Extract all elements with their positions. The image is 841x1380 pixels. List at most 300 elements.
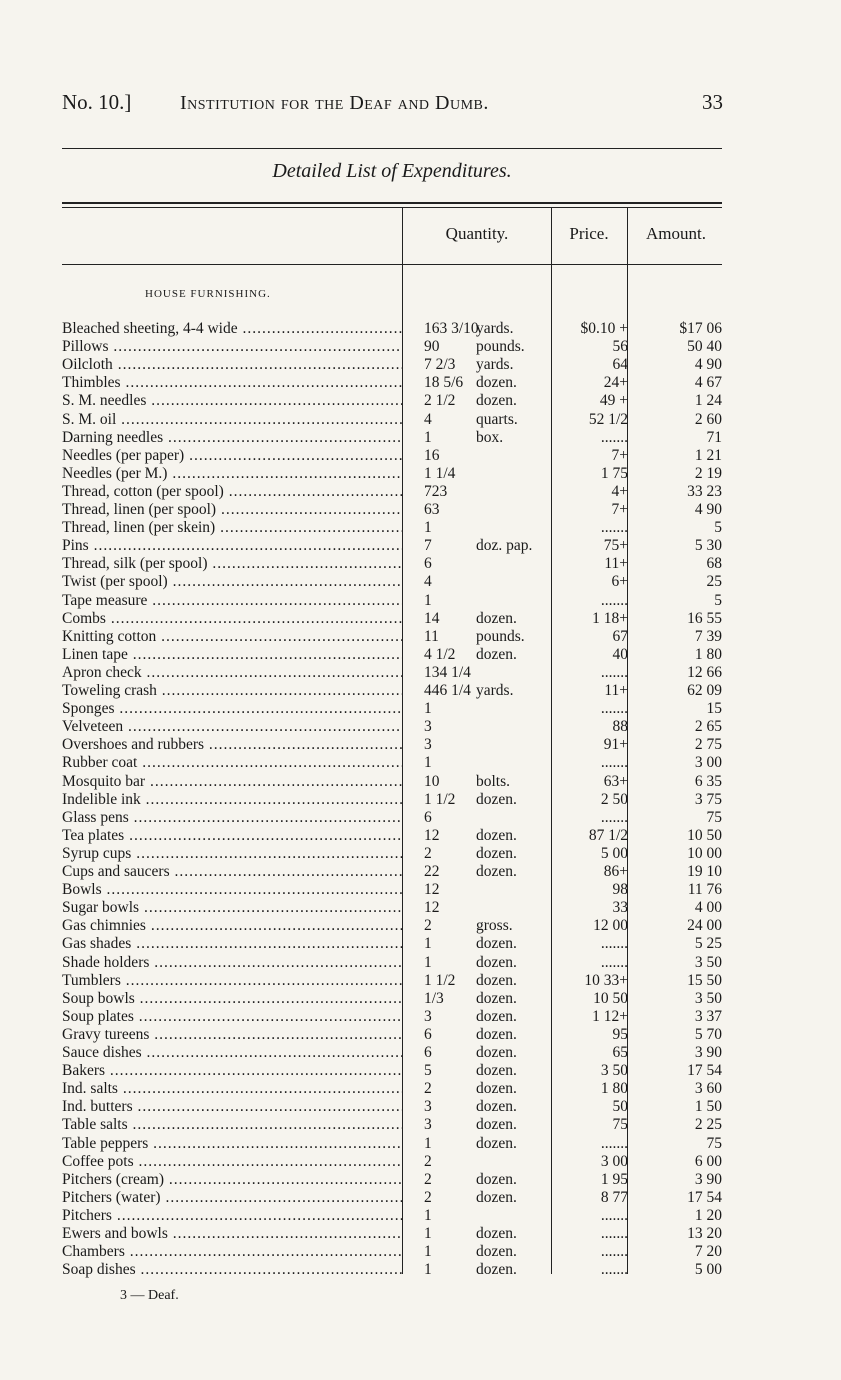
item-name: Thread, linen (per skein) ..... bbox=[62, 519, 402, 537]
item-name: Gravy tureens ..... bbox=[62, 1026, 402, 1044]
item-quantity: 4 bbox=[424, 573, 432, 591]
item-quantity: 2 bbox=[424, 1170, 432, 1188]
item-name: Tape measure ..... bbox=[62, 592, 402, 610]
item-quantity: 163 3/10 bbox=[424, 320, 479, 337]
item-price: 75+ bbox=[603, 537, 628, 555]
table-row bbox=[0, 628, 841, 646]
item-amount: 12 66 bbox=[687, 663, 722, 681]
column-header-amount: Amount. bbox=[646, 224, 706, 243]
table-row bbox=[0, 646, 841, 664]
table-row bbox=[0, 809, 841, 827]
item-quantity: 6 bbox=[424, 555, 432, 573]
item-name: Mosquito bar ..... bbox=[62, 773, 402, 791]
item-amount: 5 00 bbox=[694, 1261, 722, 1279]
item-price: ....... bbox=[600, 953, 628, 971]
item-price: 24+ bbox=[603, 374, 628, 392]
item-name: Oilcloth ..... bbox=[62, 356, 402, 374]
item-name: S. M. needles ..... bbox=[62, 392, 402, 410]
item-amount: 17 54 bbox=[687, 1188, 722, 1206]
item-name: Table peppers ..... bbox=[62, 1135, 402, 1153]
table-row bbox=[0, 537, 841, 555]
item-quantity: 1 bbox=[424, 754, 432, 772]
document-number: No. 10.] bbox=[62, 90, 132, 114]
item-price: 56 bbox=[612, 338, 628, 356]
table-row bbox=[0, 320, 841, 338]
item-quantity: 4 bbox=[424, 410, 432, 428]
item-quantity: 1 1/2 bbox=[424, 971, 456, 989]
item-unit: dozen. bbox=[476, 609, 517, 627]
item-amount: 3 60 bbox=[694, 1080, 722, 1098]
item-unit: pounds. bbox=[476, 338, 525, 356]
table-row bbox=[0, 555, 841, 573]
item-unit: dozen. bbox=[476, 1080, 517, 1098]
item-quantity: 18 5/6 bbox=[424, 374, 464, 392]
item-amount: 3 90 bbox=[694, 1170, 722, 1188]
table-row bbox=[0, 1207, 841, 1225]
item-amount: 19 10 bbox=[687, 863, 722, 880]
item-quantity: 1 bbox=[424, 953, 432, 971]
item-amount: 15 bbox=[706, 700, 722, 718]
item-name: Darning needles ..... bbox=[62, 429, 402, 447]
item-unit: dozen. bbox=[476, 1044, 517, 1061]
table-row bbox=[0, 1080, 841, 1098]
item-amount: 68 bbox=[706, 555, 722, 573]
item-unit: pounds. bbox=[476, 627, 525, 645]
item-quantity: 1 bbox=[424, 700, 432, 718]
item-name: Soap dishes ..... bbox=[62, 1261, 402, 1279]
item-price: 65 bbox=[612, 1044, 628, 1061]
item-amount: 75 bbox=[706, 808, 722, 826]
table-row bbox=[0, 483, 841, 501]
item-amount: 3 37 bbox=[694, 1007, 722, 1025]
item-quantity: 12 bbox=[424, 899, 440, 917]
item-amount: 3 00 bbox=[694, 754, 722, 772]
item-amount: 5 70 bbox=[694, 1025, 722, 1043]
item-price: ....... bbox=[600, 519, 628, 537]
item-price: 3 00 bbox=[600, 1152, 628, 1170]
item-price: ....... bbox=[600, 1206, 628, 1224]
item-quantity: 1 bbox=[424, 935, 432, 953]
item-quantity: 12 bbox=[424, 826, 440, 844]
item-amount: 3 90 bbox=[694, 1044, 722, 1061]
table-row bbox=[0, 954, 841, 972]
table-row bbox=[0, 827, 841, 845]
item-name: Needles (per paper) ..... bbox=[62, 447, 402, 465]
table-row bbox=[0, 411, 841, 429]
item-name: Linen tape ..... bbox=[62, 646, 402, 664]
item-quantity: 1/3 bbox=[424, 989, 444, 1007]
table-row bbox=[0, 1008, 841, 1026]
item-name: Indelible ink ..... bbox=[62, 791, 402, 809]
item-price: ....... bbox=[600, 1243, 628, 1261]
item-quantity: 3 bbox=[424, 1098, 432, 1116]
item-amount: 5 bbox=[714, 591, 722, 609]
item-price: 1 12+ bbox=[592, 1007, 628, 1025]
table-row bbox=[0, 972, 841, 990]
item-price: 88 bbox=[612, 718, 628, 736]
item-quantity: 2 bbox=[424, 844, 432, 862]
item-quantity: 134 1/4 bbox=[424, 663, 471, 681]
item-quantity: 90 bbox=[424, 338, 440, 356]
item-price: 98 bbox=[612, 881, 628, 899]
item-quantity: 7 bbox=[424, 537, 432, 555]
item-unit: dozen. bbox=[476, 1116, 517, 1134]
item-quantity: 3 bbox=[424, 736, 432, 754]
item-unit: dozen. bbox=[476, 1098, 517, 1116]
table-row bbox=[0, 356, 841, 374]
table-row bbox=[0, 1243, 841, 1261]
item-quantity: 446 1/4 bbox=[424, 682, 471, 699]
table-row bbox=[0, 592, 841, 610]
item-name: Gas chimnies ..... bbox=[62, 917, 402, 935]
item-name: Toweling crash ..... bbox=[62, 682, 402, 700]
item-price: 95 bbox=[612, 1025, 628, 1043]
item-unit: dozen. bbox=[476, 790, 517, 808]
header-bottom-rule bbox=[62, 264, 722, 265]
item-name: Knitting cotton ..... bbox=[62, 628, 402, 646]
item-quantity: 1 1/4 bbox=[424, 464, 456, 482]
item-amount: 6 35 bbox=[694, 772, 722, 790]
item-name: Soup bowls ..... bbox=[62, 990, 402, 1008]
item-quantity: 1 bbox=[424, 591, 432, 609]
item-name: Needles (per M.) ..... bbox=[62, 465, 402, 483]
item-amount: 25 bbox=[706, 573, 722, 591]
item-quantity: 14 bbox=[424, 609, 440, 627]
running-title: Institution for the Deaf and Dumb. bbox=[180, 92, 489, 114]
item-name: Ind. butters ..... bbox=[62, 1098, 402, 1116]
item-quantity: 2 bbox=[424, 1080, 432, 1098]
item-quantity: 1 bbox=[424, 1225, 432, 1242]
section-title: HOUSE FURNISHING. bbox=[145, 288, 271, 300]
table-row bbox=[0, 1026, 841, 1044]
item-price: 11+ bbox=[604, 682, 628, 699]
table-row bbox=[0, 338, 841, 356]
signature-mark: 3 — Deaf. bbox=[120, 1288, 179, 1303]
item-name: Coffee pots ..... bbox=[62, 1153, 402, 1171]
item-name: Thread, silk (per spool) ..... bbox=[62, 555, 402, 573]
item-name: S. M. oil ..... bbox=[62, 411, 402, 429]
table-row bbox=[0, 863, 841, 881]
item-price: 10 50 bbox=[593, 989, 628, 1007]
item-amount: 15 50 bbox=[687, 971, 722, 989]
item-name: Chambers ..... bbox=[62, 1243, 402, 1261]
item-price: 3 50 bbox=[600, 1062, 628, 1080]
item-amount: 2 65 bbox=[694, 718, 722, 736]
item-name: Table salts ..... bbox=[62, 1116, 402, 1134]
item-price: 1 75 bbox=[600, 464, 628, 482]
item-unit: dozen. bbox=[476, 374, 517, 392]
item-quantity: 1 bbox=[424, 519, 432, 537]
item-amount: 7 20 bbox=[694, 1243, 722, 1261]
item-quantity: 3 bbox=[424, 1007, 432, 1025]
item-quantity: 3 bbox=[424, 718, 432, 736]
item-name: Pillows ..... bbox=[62, 338, 402, 356]
item-price: 91+ bbox=[603, 736, 628, 754]
item-price: 1 18+ bbox=[592, 609, 628, 627]
item-name: Pitchers (water) ..... bbox=[62, 1189, 402, 1207]
item-price: ....... bbox=[600, 700, 628, 718]
page-number: 33 bbox=[702, 90, 723, 114]
item-quantity: 2 bbox=[424, 1188, 432, 1206]
item-quantity: 12 bbox=[424, 881, 440, 899]
item-amount: 5 bbox=[714, 519, 722, 537]
item-name: Sauce dishes ..... bbox=[62, 1044, 402, 1062]
item-name: Syrup cups ..... bbox=[62, 845, 402, 863]
item-name: Bowls ..... bbox=[62, 881, 402, 899]
column-header-price: Price. bbox=[569, 224, 609, 243]
header-rule bbox=[62, 148, 722, 149]
item-name: Velveteen ..... bbox=[62, 718, 402, 736]
table-row bbox=[0, 899, 841, 917]
item-name: Pitchers ..... bbox=[62, 1207, 402, 1225]
table-row bbox=[0, 465, 841, 483]
page-header bbox=[62, 90, 723, 120]
item-unit: dozen. bbox=[476, 1134, 517, 1152]
item-quantity: 3 bbox=[424, 1116, 432, 1134]
item-price: 7+ bbox=[611, 446, 628, 464]
item-amount: 33 23 bbox=[687, 482, 722, 500]
item-price: 11+ bbox=[604, 555, 628, 573]
item-quantity: 1 bbox=[424, 428, 432, 446]
table-title: Detailed List of Expenditures. bbox=[272, 160, 512, 182]
item-quantity: 63 bbox=[424, 501, 440, 518]
item-unit: dozen. bbox=[476, 1007, 517, 1025]
item-amount: 5 30 bbox=[694, 537, 722, 555]
item-quantity: 4 1/2 bbox=[424, 645, 456, 663]
item-price: ....... bbox=[600, 1134, 628, 1152]
item-amount: 1 50 bbox=[694, 1098, 722, 1116]
table-row bbox=[0, 519, 841, 537]
table-row bbox=[0, 935, 841, 953]
table-row bbox=[0, 682, 841, 700]
table-row bbox=[0, 1225, 841, 1243]
item-price: 7+ bbox=[611, 501, 628, 518]
item-name: Tea plates ..... bbox=[62, 827, 402, 845]
table-row bbox=[0, 700, 841, 718]
item-quantity: 6 bbox=[424, 808, 432, 826]
item-amount: 10 00 bbox=[687, 844, 722, 862]
item-name: Overshoes and rubbers ..... bbox=[62, 736, 402, 754]
item-price: 2 50 bbox=[600, 790, 628, 808]
item-unit: yards. bbox=[476, 356, 514, 374]
item-name: Pitchers (cream) ..... bbox=[62, 1171, 402, 1189]
item-price: ....... bbox=[600, 754, 628, 772]
item-amount: 6 00 bbox=[694, 1152, 722, 1170]
table-row bbox=[0, 990, 841, 1008]
item-price: ....... bbox=[600, 663, 628, 681]
item-price: 1 95 bbox=[600, 1170, 628, 1188]
item-name: Shade holders ..... bbox=[62, 954, 402, 972]
table-row bbox=[0, 1261, 841, 1279]
item-quantity: 1 bbox=[424, 1261, 432, 1279]
table-row bbox=[0, 664, 841, 682]
item-quantity: 11 bbox=[424, 627, 439, 645]
item-name: Ind. salts ..... bbox=[62, 1080, 402, 1098]
item-amount: 13 20 bbox=[687, 1225, 722, 1242]
item-quantity: 723 bbox=[424, 482, 448, 500]
item-unit: box. bbox=[476, 428, 504, 446]
table-row bbox=[0, 718, 841, 736]
table-row bbox=[0, 610, 841, 628]
item-amount: 3 50 bbox=[694, 953, 722, 971]
item-amount: 1 20 bbox=[694, 1206, 722, 1224]
item-unit: dozen. bbox=[476, 1062, 517, 1080]
item-price: 8 77 bbox=[600, 1188, 628, 1206]
table-row bbox=[0, 1135, 841, 1153]
item-unit: bolts. bbox=[476, 772, 511, 790]
item-price: 75 bbox=[612, 1116, 628, 1134]
item-name: Thread, cotton (per spool) ..... bbox=[62, 483, 402, 501]
item-unit: dozen. bbox=[476, 863, 517, 880]
table-row bbox=[0, 374, 841, 392]
table-row bbox=[0, 1044, 841, 1062]
table-row bbox=[0, 791, 841, 809]
item-unit: dozen. bbox=[476, 392, 517, 410]
item-quantity: 1 bbox=[424, 1134, 432, 1152]
item-amount: 62 09 bbox=[687, 682, 722, 699]
item-amount: 7 39 bbox=[694, 627, 722, 645]
item-price: 50 bbox=[612, 1098, 628, 1116]
column-header-quantity: Quantity. bbox=[445, 224, 509, 243]
item-price: 63+ bbox=[603, 772, 628, 790]
item-unit: dozen. bbox=[476, 953, 517, 971]
item-unit: gross. bbox=[476, 917, 513, 935]
item-price: 12 00 bbox=[593, 917, 628, 935]
item-amount: 4 67 bbox=[694, 374, 722, 392]
table-top-rule bbox=[62, 202, 722, 204]
table-top-rule-inner bbox=[62, 207, 722, 208]
item-price: ....... bbox=[600, 1261, 628, 1279]
item-price: ....... bbox=[600, 428, 628, 446]
item-quantity: 2 1/2 bbox=[424, 392, 456, 410]
item-amount: 3 50 bbox=[694, 989, 722, 1007]
item-name: Thimbles ..... bbox=[62, 374, 402, 392]
item-unit: yards. bbox=[476, 320, 514, 337]
table-row bbox=[0, 392, 841, 410]
item-quantity: 2 bbox=[424, 917, 432, 935]
item-name: Sugar bowls ..... bbox=[62, 899, 402, 917]
item-quantity: 7 2/3 bbox=[424, 356, 456, 374]
item-unit: dozen. bbox=[476, 971, 517, 989]
item-unit: dozen. bbox=[476, 844, 517, 862]
item-price: 10 33+ bbox=[584, 971, 628, 989]
item-quantity: 10 bbox=[424, 772, 440, 790]
item-quantity: 1 bbox=[424, 1206, 432, 1224]
item-name: Cups and saucers ..... bbox=[62, 863, 402, 881]
item-quantity: 6 bbox=[424, 1044, 432, 1061]
item-name: Rubber coat ..... bbox=[62, 754, 402, 772]
item-price: $0.10 + bbox=[580, 320, 628, 337]
item-price: ....... bbox=[600, 591, 628, 609]
item-name: Gas shades ..... bbox=[62, 935, 402, 953]
item-amount: 11 76 bbox=[687, 881, 722, 899]
table-row bbox=[0, 1098, 841, 1116]
item-name: Combs ..... bbox=[62, 610, 402, 628]
item-price: ....... bbox=[600, 808, 628, 826]
item-amount: 4 00 bbox=[694, 899, 722, 917]
item-amount: 2 25 bbox=[694, 1116, 722, 1134]
item-name: Sponges ..... bbox=[62, 700, 402, 718]
item-amount: 50 40 bbox=[687, 338, 722, 356]
item-price: 86+ bbox=[603, 863, 628, 880]
item-unit: dozen. bbox=[476, 935, 517, 953]
table-row bbox=[0, 773, 841, 791]
table-row bbox=[0, 1153, 841, 1171]
table-row bbox=[0, 573, 841, 591]
table-row bbox=[0, 1116, 841, 1134]
item-name: Bakers ..... bbox=[62, 1062, 402, 1080]
item-unit: dozen. bbox=[476, 1243, 517, 1261]
item-unit: yards. bbox=[476, 682, 514, 699]
item-amount: 2 19 bbox=[694, 464, 722, 482]
item-price: 33 bbox=[612, 899, 628, 917]
table-row bbox=[0, 845, 841, 863]
table-row bbox=[0, 1189, 841, 1207]
table-row bbox=[0, 501, 841, 519]
table-row bbox=[0, 736, 841, 754]
item-unit: dozen. bbox=[476, 1025, 517, 1043]
item-unit: dozen. bbox=[476, 989, 517, 1007]
item-name: Glass pens ..... bbox=[62, 809, 402, 827]
item-quantity: 1 1/2 bbox=[424, 790, 456, 808]
item-amount: 24 00 bbox=[687, 917, 722, 935]
item-amount: 2 60 bbox=[694, 410, 722, 428]
item-name: Tumblers ..... bbox=[62, 972, 402, 990]
item-price: 49 + bbox=[599, 392, 628, 410]
item-price: 4+ bbox=[611, 482, 628, 500]
item-unit: dozen. bbox=[476, 645, 517, 663]
item-amount: 1 24 bbox=[694, 392, 722, 410]
item-amount: 1 80 bbox=[694, 645, 722, 663]
item-unit: doz. pap. bbox=[476, 537, 533, 555]
item-amount: 16 55 bbox=[687, 609, 722, 627]
item-name: Thread, linen (per spool) ..... bbox=[62, 501, 402, 519]
item-unit: dozen. bbox=[476, 1261, 517, 1279]
item-amount: 3 75 bbox=[694, 790, 722, 808]
item-amount: 2 75 bbox=[694, 736, 722, 754]
item-price: 6+ bbox=[611, 573, 628, 591]
item-quantity: 22 bbox=[424, 863, 440, 880]
item-amount: 4 90 bbox=[694, 501, 722, 518]
table-row bbox=[0, 447, 841, 465]
item-quantity: 1 bbox=[424, 1243, 432, 1261]
table-row bbox=[0, 1171, 841, 1189]
item-price: ....... bbox=[600, 935, 628, 953]
item-price: 87 1/2 bbox=[588, 826, 628, 844]
item-quantity: 16 bbox=[424, 446, 440, 464]
item-name: Bleached sheeting, 4-4 wide ..... bbox=[62, 320, 402, 338]
table-row bbox=[0, 1062, 841, 1080]
item-price: 52 1/2 bbox=[588, 410, 628, 428]
item-name: Twist (per spool) ..... bbox=[62, 573, 402, 591]
item-price: 5 00 bbox=[600, 844, 628, 862]
item-amount: 71 bbox=[706, 428, 722, 446]
item-price: ....... bbox=[600, 1225, 628, 1242]
item-name: Ewers and bowls ..... bbox=[62, 1225, 402, 1243]
item-price: 67 bbox=[612, 627, 628, 645]
item-amount: 10 50 bbox=[687, 826, 722, 844]
item-unit: dozen. bbox=[476, 1188, 517, 1206]
item-unit: dozen. bbox=[476, 826, 517, 844]
table-row bbox=[0, 754, 841, 772]
item-amount: 17 54 bbox=[687, 1062, 722, 1080]
item-name: Pins ..... bbox=[62, 537, 402, 555]
item-amount: 4 90 bbox=[694, 356, 722, 374]
item-quantity: 6 bbox=[424, 1025, 432, 1043]
item-name: Soup plates ..... bbox=[62, 1008, 402, 1026]
item-unit: dozen. bbox=[476, 1225, 517, 1242]
item-price: 40 bbox=[612, 645, 628, 663]
